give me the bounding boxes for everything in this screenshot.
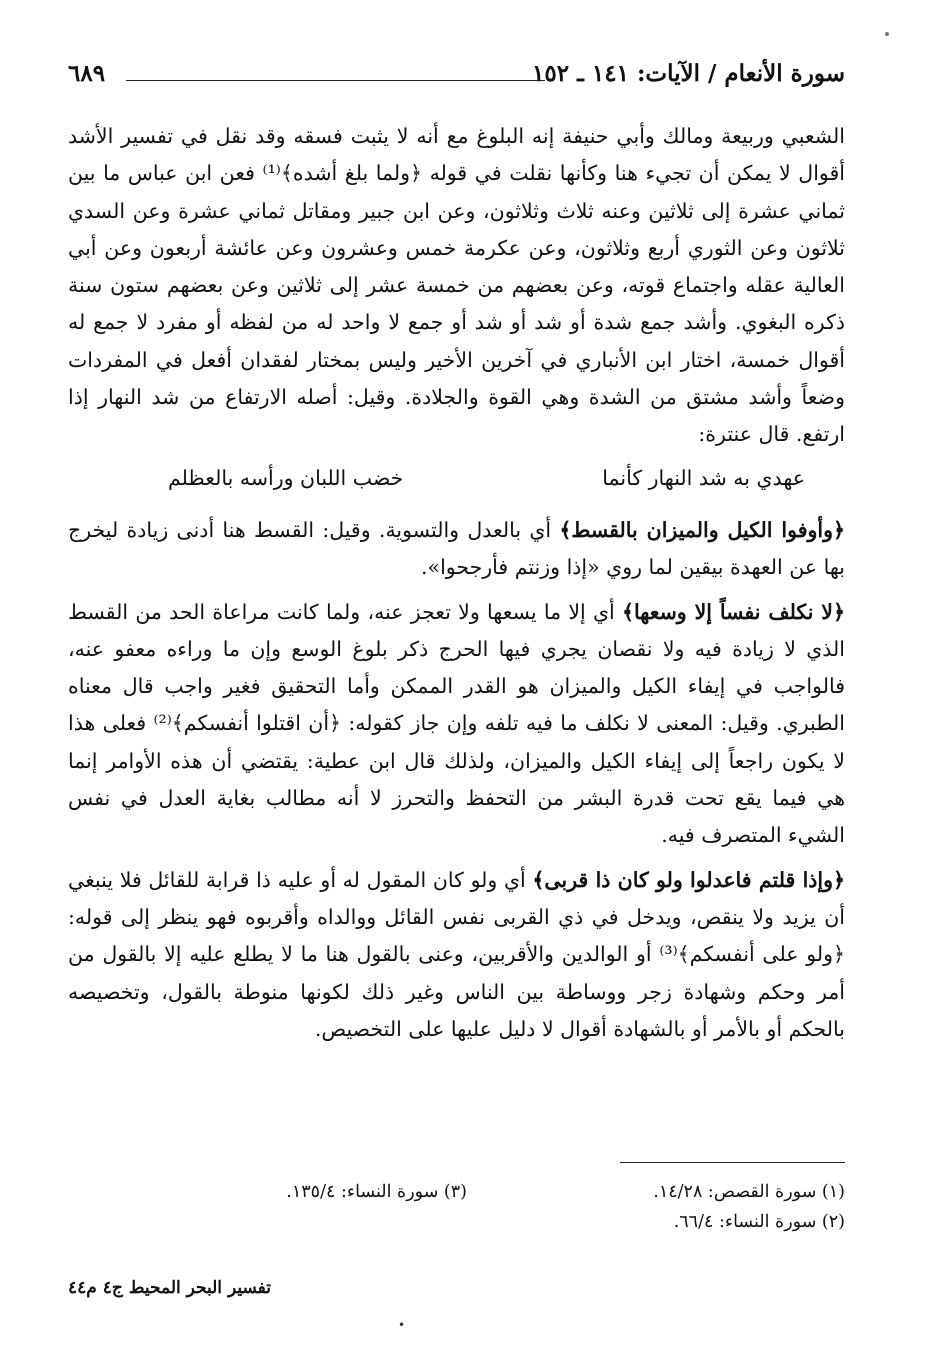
footnote-3: (٣) سورة النساء: ١٣٥/٤.: [286, 1182, 467, 1202]
paragraph-capacity: [68, 594, 845, 855]
paragraph-justice: [68, 862, 845, 1048]
poem-verse: [68, 454, 845, 505]
poem-hemistich-first: عهدي به شد النهار كأنما: [602, 465, 805, 490]
scan-mark: •: [398, 1318, 406, 1332]
paragraph-text: أي بالعدل والتسوية. وقيل: القسط هنا أدنى زيادة ليخرج بها عن العهدة بيقين لما روي «إذا وزنتم فأرجحوا».: [68, 517, 845, 580]
header-rule: [126, 80, 545, 81]
commentary-body: [68, 118, 845, 1048]
quran-quote: ﴿لا نكلف نفساً إلا وسعها﴾: [622, 599, 845, 624]
paragraph-ashudd: الشعبي وربيعة ومالك وأبي حنيفة إنه البلوغ مع أنه لا يثبت فسقه وقد نقل في تفسير الأشد أقوال لا يمكن أن تجيء هنا وكأنها نقلت في قوله ﴿ولما بلغ أشده﴾⁽¹⁾ فعن ابن عباس ما بين ثماني عشرة إلى ثلاثين وعنه ثلاث وثلاثون، وعن ابن جبير ومقاتل ثماني عشرة وعن السدي ثلاثون وعن الثوري أربع وثلاثون، وعن عكرمة خمس وعشرون وعن عائشة أربعون وعن أبي العالية عقله واجتماع قوته، وعن بعضهم من خمسة عشر إلى ثلاثين وعن بعضهم ستون سنة ذكره البغوي. وأشد جمع شدة أو شد أو شد أو جمع لا واحد له من لفظه أو مفرد لا جمع له أقوال خمسة، اختار ابن الأنباري في آخرين الأخير وليس بمختار لفقدان أفعل في المفردات وضعاً وأشد مشتق من الشدة وهي القوة والجلادة. وقيل: أصله الارتفاع من شد النهار إذا ارتفع. قال عنترة:: [68, 124, 845, 447]
paragraph-measure: [68, 512, 845, 587]
volume-signature: تفسير البحر المحيط ج٤ م٤٤: [68, 1278, 271, 1298]
quran-quote: ﴿وإذا قلتم فاعدلوا ولو كان ذا قربى﴾: [532, 867, 846, 892]
quran-quote: ﴿وأوفوا الكيل والميزان بالقسط﴾: [559, 517, 845, 542]
footnote-2: (٢) سورة النساء: ٦٦/٤.: [673, 1212, 845, 1232]
page-header: [68, 58, 845, 92]
footnote-rule: [620, 1162, 845, 1163]
poem-hemistich-second: خضب اللبان ورأسه بالعظلم: [168, 465, 404, 490]
paragraph-text: أي ولو كان المقول له أو عليه ذا قرابة للقائل فلا ينبغي أن يزيد ولا ينقص، ويدخل في ذي القربى نفس القائل ووالداه وأقربوه فهو ينظر إلى قوله: ﴿ولو على أنفسكم﴾⁽³⁾ أو الوالدين والأقربين، وعنى بالقول هنا ما لا يطلع عليه إلا بالقول من أمر وحكم وشهادة زجر ووساطة بين الناس وغير ذلك لكونها منوطة بالقول، وتخصيصه بالحكم أو بالأمر أو بالشهادة أقوال لا دليل عليها على التخصيص.: [68, 867, 845, 1041]
footnote-1: (١) سورة القصص: ١٤/٢٨.: [653, 1182, 845, 1202]
surah-title: سورة الأنعام / الآيات: ١٤١ ـ ١٥٢: [532, 60, 845, 87]
scan-speck: [885, 32, 889, 36]
paragraph-text: أي إلا ما يسعها ولا تعجز عنه، ولما كانت مراعاة الحد من القسط الذي لا زيادة فيه ولا نقصان يجري فيها الحرج ذكر بلوغ الوسع وإن ما وراءه معفو عنه، فالواجب في إيفاء الكيل والميزان هو القدر الممكن وأما التحقيق فغير واجب قال معناه الطبري. وقيل: المعنى لا نكلف ما فيه تلفه وإن جاز كقوله: ﴿أن اقتلوا أنفسكم﴾⁽²⁾ فعلى هذا لا يكون راجعاً إلى إيفاء الكيل والميزان، ولذلك قال ابن عطية: يقتضي أن هذه الأوامر إنما هي فيما يقع تحت قدرة البشر من التحفظ والتحرز لا أنه مطالب بغاية العدل في نفس الشيء المتصرف فيه.: [68, 599, 845, 848]
page-number: ٦٨٩: [68, 60, 106, 87]
